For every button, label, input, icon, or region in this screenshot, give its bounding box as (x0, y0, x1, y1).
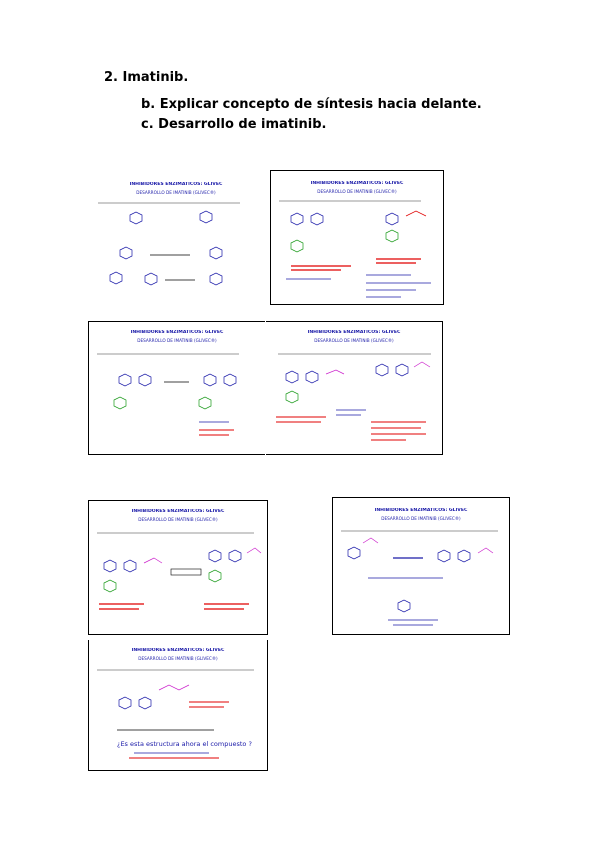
slide-thumbnail-6 (332, 497, 510, 635)
chemical-structures-drawing (89, 322, 265, 454)
slide-thumbnail-3 (88, 321, 265, 455)
heading-item-b: b. Explicar concepto de síntesis hacia delante. (141, 97, 482, 112)
slide-title: INHIBIDORES ENZIMÁTICOS: GLIVEC (131, 648, 225, 653)
slide-title: INHIBIDORES ENZIMÁTICOS: GLIVEC (374, 508, 468, 513)
slide-subtitle: DESARROLLO DE IMATINIB (GLIVEC®) (138, 517, 218, 522)
heading-item-c: c. Desarrollo de imatinib. (141, 117, 327, 132)
slide-thumbnail-1 (90, 170, 262, 300)
chemical-structures-drawing (89, 640, 267, 770)
slide-subtitle: DESARROLLO DE IMATINIB (GLIVEC®) (314, 338, 394, 343)
chemical-structures-drawing (89, 501, 267, 634)
slide-subtitle: DESARROLLO DE IMATINIB (GLIVEC®) (381, 516, 461, 521)
slide-subtitle: DESARROLLO DE IMATINIB (GLIVEC®) (317, 189, 397, 194)
slide-subtitle: DESARROLLO DE IMATINIB (GLIVEC®) (138, 656, 218, 661)
slide-title: INHIBIDORES ENZIMÁTICOS: GLIVEC (310, 181, 404, 186)
slide-thumbnail-7 (88, 640, 268, 771)
slide-thumbnail-4 (266, 321, 443, 455)
slide-thumbnail-5 (88, 500, 268, 635)
slide-subtitle: DESARROLLO DE IMATINIB (GLIVEC®) (136, 190, 216, 195)
heading-item-2: 2. Imatinib. (104, 70, 189, 85)
slide-title: INHIBIDORES ENZIMÁTICOS: GLIVEC (131, 509, 225, 514)
slide-question: ¿Es esta estructura ahora el compuesto ? (117, 740, 252, 748)
slide-title: INHIBIDORES ENZIMÁTICOS: GLIVEC (129, 182, 223, 187)
slide-thumbnail-2 (270, 170, 444, 305)
chemical-structures-drawing (333, 498, 509, 634)
slide-title: INHIBIDORES ENZIMÁTICOS: GLIVEC (307, 330, 401, 335)
chemical-structures-drawing (266, 322, 442, 454)
chemical-structures-drawing (271, 171, 443, 304)
slide-title: INHIBIDORES ENZIMÁTICOS: GLIVEC (130, 330, 224, 335)
slide-subtitle: DESARROLLO DE IMATINIB (GLIVEC®) (137, 338, 217, 343)
chemical-structures-drawing (90, 170, 262, 300)
